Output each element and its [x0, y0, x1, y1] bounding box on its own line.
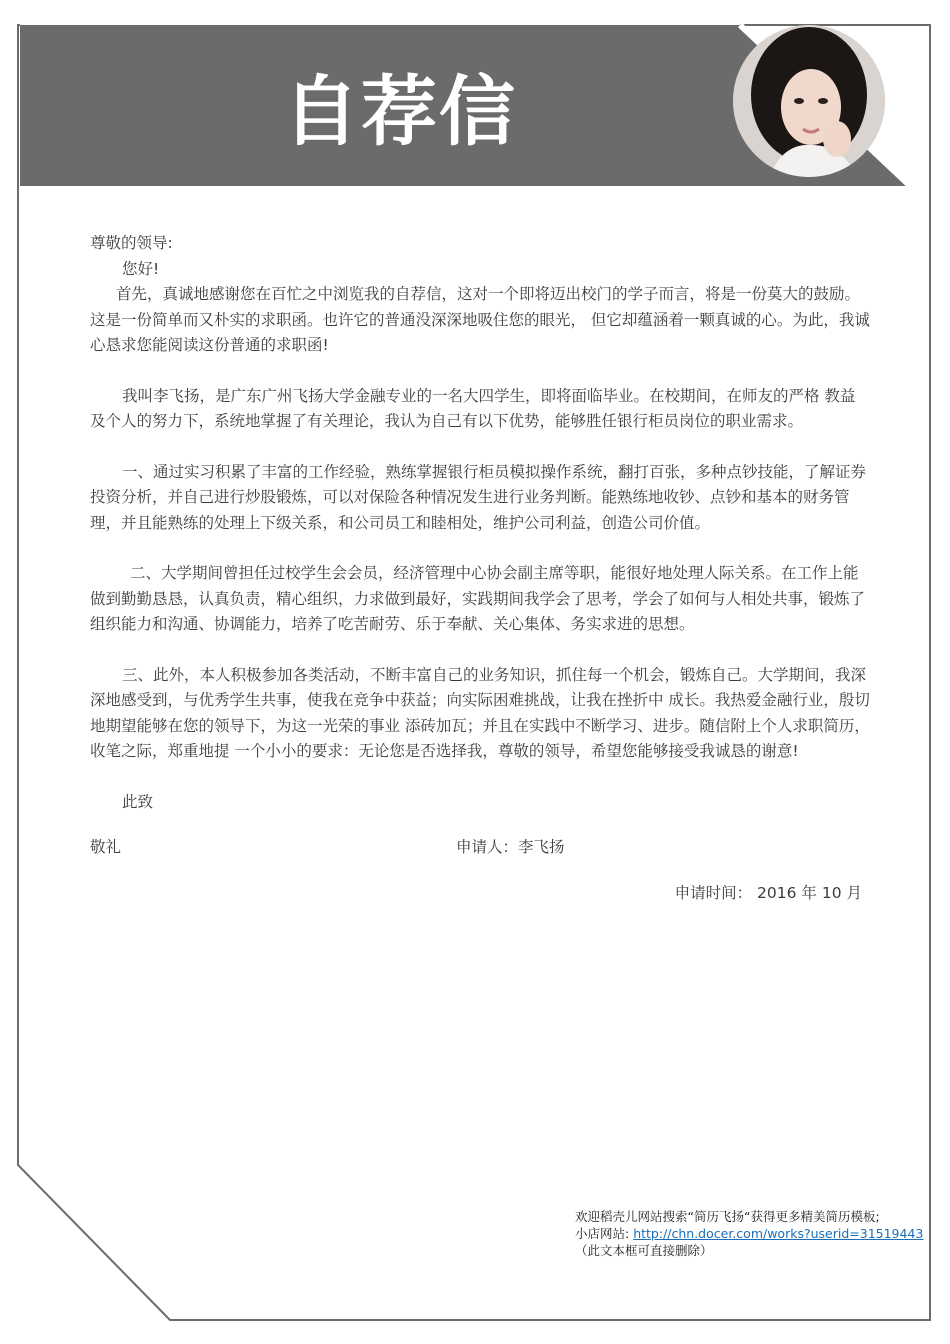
self-intro-paragraph: 我叫李飞扬，是广东广州飞扬大学金融专业的一名大四学生，即将面临毕业。在校期间，在师友的严格 教益及个人的努力下，系统地掌握了有关理论，我认为自己有以下优势，能够胜任银行柜员岗位的职业需求。	[90, 386, 856, 430]
advantage-1-paragraph: 一、通过实习积累了丰富的工作经验，熟练掌握银行柜员模拟操作系统，翻打百张，多种点钞技能，了解证券投资分析，并自己进行炒股锻炼，可以对保险各种情况发生进行业务判断。能熟练地收钞、点钞和基本的财务管理，并且能熟练的处理上下级关系，和公司员工和睦相处，维护公司利益，创造公司价值。	[90, 462, 867, 532]
footer-link-label: 小店网站:	[575, 1226, 630, 1241]
advantage-3-paragraph: 三、此外，本人积极参加各类活动，不断丰富自己的业务知识，抓住每一个机会，锻炼自己。大学期间，我深深地感受到，与优秀学生共事，使我在竞争中获益；向实际困难挑战，让我在挫折中 成长。我热爱金融行业，殷切地期望能够在您的领导下，为这一光荣的事业 添砖加瓦；并且在实践中不断学习、进步。随信附上个人求职简历，收笔之际，郑重地提 一个小小的要求：无论您是否选择我，尊敬的领导，希望您能够接受我诚恳的谢意!	[90, 665, 870, 760]
application-date: 申请时间： 2016 年 10 月	[674, 884, 862, 902]
footer-line-1: 欢迎稻壳儿网站搜索“简历飞扬“获得更多精美简历模板;	[575, 1209, 880, 1224]
intro-paragraph: 首先，真诚地感谢您在百忙之中浏览我的自荐信，这对一个即将迈出校门的学子而言，将是一份莫大的鼓励。这是一份简单而又朴实的求职函。也许它的普通没深深地吸住您的眼光， 但它却蕴涵着一颗真诚的心。为此，我诚心恳求您能阅读这份普通的求职函!	[90, 285, 870, 354]
closing-line-1: 此致	[122, 792, 154, 811]
letter-body	[90, 231, 870, 907]
salutation: 尊敬的领导:	[90, 234, 173, 252]
footer-line-3: （此文本框可直接删除）	[575, 1243, 713, 1258]
footer-line-2	[575, 1225, 935, 1242]
closing-line-2: 敬礼	[90, 838, 122, 856]
shop-link[interactable]: http://chn.docer.com/works?userid=31519443	[633, 1226, 924, 1241]
applicant-name: 申请人：李飞扬	[456, 838, 565, 856]
page-title: 自荐信	[283, 67, 517, 156]
avatar-portrait-icon	[733, 25, 885, 177]
greeting: 您好!	[122, 259, 160, 278]
profile-photo	[733, 25, 885, 177]
footer-note	[575, 1208, 935, 1259]
advantage-2-paragraph: 二、大学期间曾担任过校学生会会员，经济管理中心协会副主席等职，能很好地处理人际关系。在工作上能做到勤勤恳恳，认真负责，精心组织，力求做到最好，实践期间我学会了思考，学会了如何与人相处共事，锻炼了组织能力和沟通、协调能力，培养了吃苦耐劳、乐于奉献、关心集体、务实求进的思想。	[90, 564, 866, 633]
